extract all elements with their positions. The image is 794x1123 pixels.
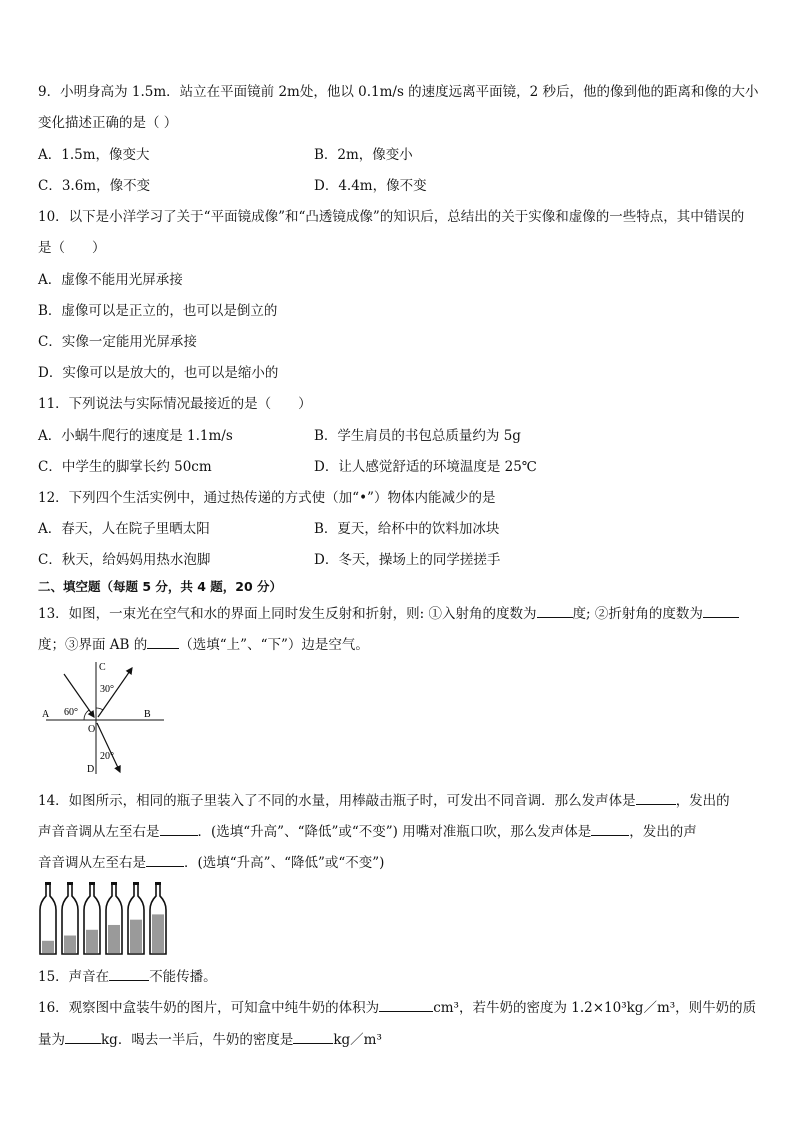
q13-blank-3[interactable] — [147, 634, 179, 649]
q9-stem-cont: 变化描述正确的是（ ） — [38, 115, 178, 131]
bottle — [84, 882, 100, 954]
bottle-water — [86, 930, 98, 953]
q14-text-7: ．(选填“升高”、“降低”或“不变”) — [184, 855, 385, 871]
q13-stem — [38, 603, 739, 624]
q14-text-5: ，发出的声 — [629, 824, 697, 840]
q16-blank-2[interactable] — [65, 1029, 101, 1044]
bottle-neck-rim — [89, 882, 95, 885]
bottle-water — [130, 920, 142, 953]
angle-arc-incident — [84, 710, 89, 720]
bottle — [62, 882, 78, 954]
label-c: C — [99, 662, 106, 673]
q14-blank-1[interactable] — [636, 790, 676, 805]
q14-blank-4[interactable] — [146, 852, 184, 867]
q16-blank-1[interactable] — [379, 997, 433, 1012]
q14-bottles-figure — [36, 880, 178, 958]
q16-text-1: 16．观察图中盒装牛奶的图片，可知盒中纯牛奶的体积为 — [38, 1000, 380, 1016]
q14-blank-2[interactable] — [160, 821, 198, 836]
label-b: B — [144, 709, 151, 720]
q13-blank-2[interactable] — [703, 603, 739, 618]
q10-stem: 10．以下是小洋学习了关于“平面镜成像”和“凸透镜成像”的知识后，总结出的关于实像和虚像的一些特点，其中错误的 — [38, 209, 745, 225]
q13-text-2: 度; ②折射角的度数为 — [572, 606, 703, 622]
label-d: D — [87, 764, 95, 775]
q10-option-d: D．实像可以是放大的，也可以是缩小的 — [38, 365, 279, 381]
q12-option-b: B．夏天，给杯中的饮料加冰块 — [314, 521, 500, 537]
q10-option-c: C．实像一定能用光屏承接 — [38, 334, 197, 350]
q11-stem: 11．下列说法与实际情况最接近的是（ ） — [38, 396, 312, 412]
q9-option-a: A．1.5m，像变大 — [38, 147, 150, 163]
section-heading: 二、填空题（每题 5 分，共 4 题，20 分） — [38, 579, 283, 594]
q14-stem — [38, 790, 730, 811]
q14-stem-cont-2 — [38, 852, 384, 873]
q14-stem-cont — [38, 821, 697, 842]
q9-option-d: D．4.4m，像不变 — [314, 178, 427, 194]
q15-text-1: 15．声音在 — [38, 969, 110, 985]
q13-stem-cont — [38, 634, 369, 655]
refracted-ray — [97, 723, 120, 772]
q12-stem: 12．下列四个生活实例中，通过热传递的方式使（加“•”）物体内能减少的是 — [38, 490, 496, 506]
bottle-water — [152, 914, 164, 953]
q12-option-a: A．春天，人在院子里晒太阳 — [38, 521, 210, 537]
bottle-neck-rim — [67, 882, 73, 885]
q13-text-4: （选填“上”、“下”）边是空气。 — [179, 637, 369, 653]
q13-light-diagram — [36, 660, 166, 778]
q11-option-c: C．中学生的脚掌长约 50cm — [38, 459, 212, 475]
q16-stem-cont — [38, 1029, 382, 1050]
q13-text-1: 13．如图，一束光在空气和水的界面上同时发生反射和折射，则: ①入射角的度数为 — [38, 606, 537, 622]
bottle-water — [64, 936, 76, 953]
q14-text-3: 声音音调从左至右是 — [38, 824, 160, 840]
bottle-neck-rim — [133, 882, 139, 885]
label-60deg: 60° — [64, 707, 78, 718]
q14-blank-3[interactable] — [591, 821, 629, 836]
label-20deg: 20° — [100, 751, 114, 762]
q12-option-d: D．冬天，操场上的同学搓搓手 — [314, 552, 501, 568]
bottle-water — [108, 925, 120, 953]
q11-option-a: A．小蜗牛爬行的速度是 1.1m/s — [38, 428, 233, 444]
bottle — [106, 882, 122, 954]
bottle — [128, 882, 144, 954]
q16-stem — [38, 997, 756, 1018]
q13-text-3: 度；③界面 AB 的 — [38, 637, 148, 653]
label-a: A — [42, 709, 50, 720]
q11-option-b: B．学生肩员的书包总质量约为 5g — [314, 428, 521, 444]
q16-text-5: kg／m³ — [333, 1032, 382, 1048]
bottle — [40, 882, 56, 954]
q9-option-c: C．3.6m，像不变 — [38, 178, 151, 194]
q15-text-2: 不能传播。 — [149, 969, 217, 985]
q9-option-b: B．2m，像变小 — [314, 147, 413, 163]
q10-option-a: A．虚像不能用光屏承接 — [38, 272, 183, 288]
q12-option-c: C．秋天，给妈妈用热水泡脚 — [38, 552, 211, 568]
bottle-water — [42, 941, 54, 953]
q16-text-2: cm³，若牛奶的密度为 1.2×10³kg／m³，则牛奶的质 — [433, 1000, 757, 1016]
bottle-neck-rim — [111, 882, 117, 885]
q16-text-3: 量为 — [38, 1032, 65, 1048]
bottle — [150, 882, 166, 954]
q9-stem: 9．小明身高为 1.5m．站立在平面镜前 2m处，他以 0.1m/s 的速度远离平面镜，2 秒后，他的像到他的距离和像的大小 — [38, 84, 759, 100]
q14-text-2: ，发出的 — [675, 793, 730, 809]
q13-blank-1[interactable] — [537, 603, 573, 618]
q16-blank-3[interactable] — [293, 1029, 333, 1044]
q16-text-4: kg．喝去一半后，牛奶的密度是 — [101, 1032, 294, 1048]
q10-stem-cont: 是（ ） — [38, 240, 106, 256]
q14-text-6: 音音调从左至右是 — [38, 855, 146, 871]
q10-option-b: B．虚像可以是正立的，也可以是倒立的 — [38, 303, 278, 319]
label-o: O — [88, 724, 96, 735]
angle-arc-reflect — [96, 708, 103, 710]
q11-option-d: D．让人感觉舒适的环境温度是 25℃ — [314, 459, 537, 475]
label-30deg: 30° — [100, 684, 114, 695]
q14-text-4: ．(选填“升高”、“降低”或“不变”) 用嘴对准瓶口吹，那么发声体是 — [197, 824, 592, 840]
bottle-neck-rim — [45, 882, 51, 885]
q15-stem — [38, 966, 217, 987]
q15-blank[interactable] — [109, 966, 149, 981]
q14-text-1: 14．如图所示，相同的瓶子里装入了不同的水量，用棒敲击瓶子时，可发出不同音调．那么发声体是 — [38, 793, 636, 809]
bottle-neck-rim — [155, 882, 161, 885]
